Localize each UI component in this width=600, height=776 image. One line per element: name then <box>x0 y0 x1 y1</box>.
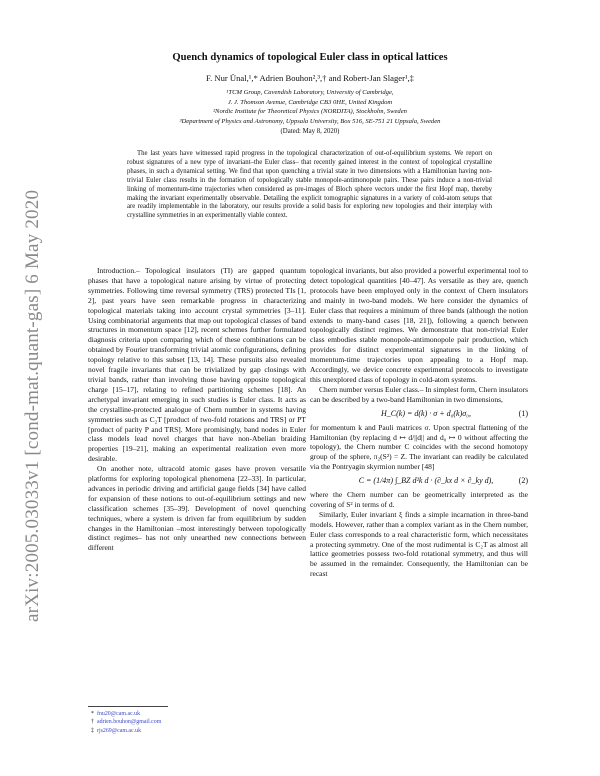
paragraph: On another note, ultracold atomic gases have proven versatile platforms for exploring topological phenomena [22–33]. In particular, advances in periodic driving and artificial gauge fields [34] have called for expansion of these notions to out-of-equilibrium settings and new classification schemes [35–39]. Development of novel quenching techniques, where a system is driven far from equilibrium by sudden changes in the Hamiltonian –most interestingly between topologically distinct regimes– has not only unearthed new connections between different <box>88 464 306 553</box>
affiliations <box>80 88 540 126</box>
arxiv-stamp: arXiv:2005.03033v1 [cond-mat.quant-gas] 6 May 2020 <box>22 189 43 622</box>
footnote-mark: ‡ <box>91 727 94 734</box>
footnote-rule <box>88 706 168 707</box>
equation-1 <box>310 409 528 419</box>
footnotes <box>88 706 306 735</box>
email-link[interactable]: rjs269@cam.ac.uk <box>97 727 142 734</box>
paragraph: Chern number versus Euler class.– In simplest form, Chern insulators can be described by a two-band Hamiltonian in two dimensions, <box>310 384 528 404</box>
paragraph: for momentum k and Pauli matrices σ. Upon spectral flattening of the Hamiltonian (by replacing d ↦ d/||d|| and d₀ ↦ 0 without affecting the topology), the Chern number C coincides with the second homotopy group of the sphere, π₂(S²) = Z. The invariant can readily be calculated via the Pontryagin skyrmion number [48] <box>310 422 528 472</box>
equation-number: (2) <box>518 476 528 486</box>
footnote-mark: * <box>91 711 94 717</box>
affiliation-line: ²Nordic Institute for Theoretical Physics (NORDITA), Stockholm, Sweden <box>213 108 407 116</box>
abstract: The last years have witnessed rapid progress in the topological characterization of out-of-equilibrium systems. We report on robust signatures of a new type of invariant–the Euler class– that recently gained interest in the context of topological crystalline phases, in such a dynamical setting. We find that upon quenching a trivial state in two dimensions with a Hamiltonian having non-trivial Euler class results in the formation of topologically stable monopole-antimonopole pairs. These pairs induce a non-trivial linking of momentum-time trajectories when considered as pre-images of Bloch sphere vectors under the first Hopf map, thereby making the invariant experimentally observable. Detailing the explicit tomographic signatures in a variety of cold-atom setups that are readily implementable in the laboratory, our results provide a solid basis for exploring new topologies and their interplay with crystalline symmetries in an experimentally viable context. <box>127 150 492 220</box>
footnote-mark: † <box>91 719 94 726</box>
left-column <box>88 266 306 553</box>
equation-2 <box>310 476 528 486</box>
paragraph: where the Chern number can be geometrically interpreted as the covering of S² in terms of d. <box>310 490 528 509</box>
email-link[interactable]: adrien.bouhon@gmail.com <box>97 719 162 726</box>
paragraph: topological invariants, but also provided a powerful experimental tool to detect topological quantities [40–47]. As versatile as they are, quench protocols have been employed only in the context of Chern insulators and mainly in two-band models. We here consider the dynamics of Euler class that requires a minimum of three bands (although the notion extends to many-band cases [18, 21]), following a quench between topologically distinct regimes. We demonstrate that non-trivial Euler class embodies stable monopole-antimonopole pair production, which provides for distinct experimental signatures in the linking of momentum-time trajectories upon appealing to a Hopf map. Accordingly, we device concrete experimental protocols to investigate this unexplored class of topology in cold-atom systems. <box>310 266 528 384</box>
affiliation-line: ³Department of Physics and Astronomy, Uppsala University, Box 516, SE-751 21 Uppsala, Sweden <box>179 117 441 125</box>
footnote <box>88 718 306 726</box>
footnote <box>88 710 306 718</box>
paragraph: Similarly, Euler invariant ξ finds a simple incarnation in three-band models. However, rather than a complex variant as in the Chern number, Euler class corresponds to a real characteristic form, which necessitates a protecting symmetry. One of the most rudimental is C₂T as almost all lattice geometries possess two-fold rotational symmetry, and thus will be assumed in the remainder. Consequently, the Hamiltonian can be recast <box>310 509 528 579</box>
equation-body: H_C(k) = d(k) · σ + d₀(k)σ₀, <box>381 408 471 418</box>
paragraph: Introduction.– Topological insulators (TI) are gapped quantum phases that have a topological nature arising by virtue of protecting symmetries. Following time reversal symmetry (TRS) protected TIs [1, 2], past years have seen remarkable progress in characterizing topological materials taking into account crystal symmetries [3–11]. Using combinatorial arguments that map out topological classes of band structures in momentum space [12], recent schemes further formulated diagnosis criteria upon comparing which of these combinations can be obtained by Fourier transforming trivial atomic configurations, defining topology relative to this subset [13, 14]. These pursuits also revealed novel fragile invariants that can be trivialized by gap closings with trivial bands, rather than involving those having opposite topological charge [15–17], relating to refined partitioning schemes [18]. An archetypal invariant emerging in such studies is Euler class. It acts as the crystalline-protected analogue of Chern number in systems having symmetries such as C₂T [product of two-fold rotations and TRS] or PT [product of parity P and TRS]. More promisingly, band nodes in Euler class models lead novel charges that have non-Abelian braiding properties [19–21], making an experimental realization even more desirable. <box>88 266 306 464</box>
paper-title: Quench dynamics of topological Euler class in optical lattices <box>172 52 448 63</box>
equation-number: (1) <box>518 408 528 418</box>
author-list: F. Nur Ünal,¹,* Adrien Bouhon²,³,† and Robert-Jan Slager¹,‡ <box>206 73 414 83</box>
equation-body: C = (1/4π) ∫_BZ d²k d · (∂_kx d × ∂_ky d), <box>358 476 494 486</box>
affiliation-line: ¹TCM Group, Cavendish Laboratory, University of Cambridge, <box>226 89 394 96</box>
right-column <box>310 266 528 579</box>
footnote <box>88 727 306 735</box>
email-link[interactable]: fnu20@cam.ac.uk <box>97 711 141 717</box>
affiliation-line: J. J. Thomson Avenue, Cambridge CB3 0HE, United Kingdom <box>227 98 393 106</box>
date-line: (Dated: May 8, 2020) <box>280 128 340 135</box>
